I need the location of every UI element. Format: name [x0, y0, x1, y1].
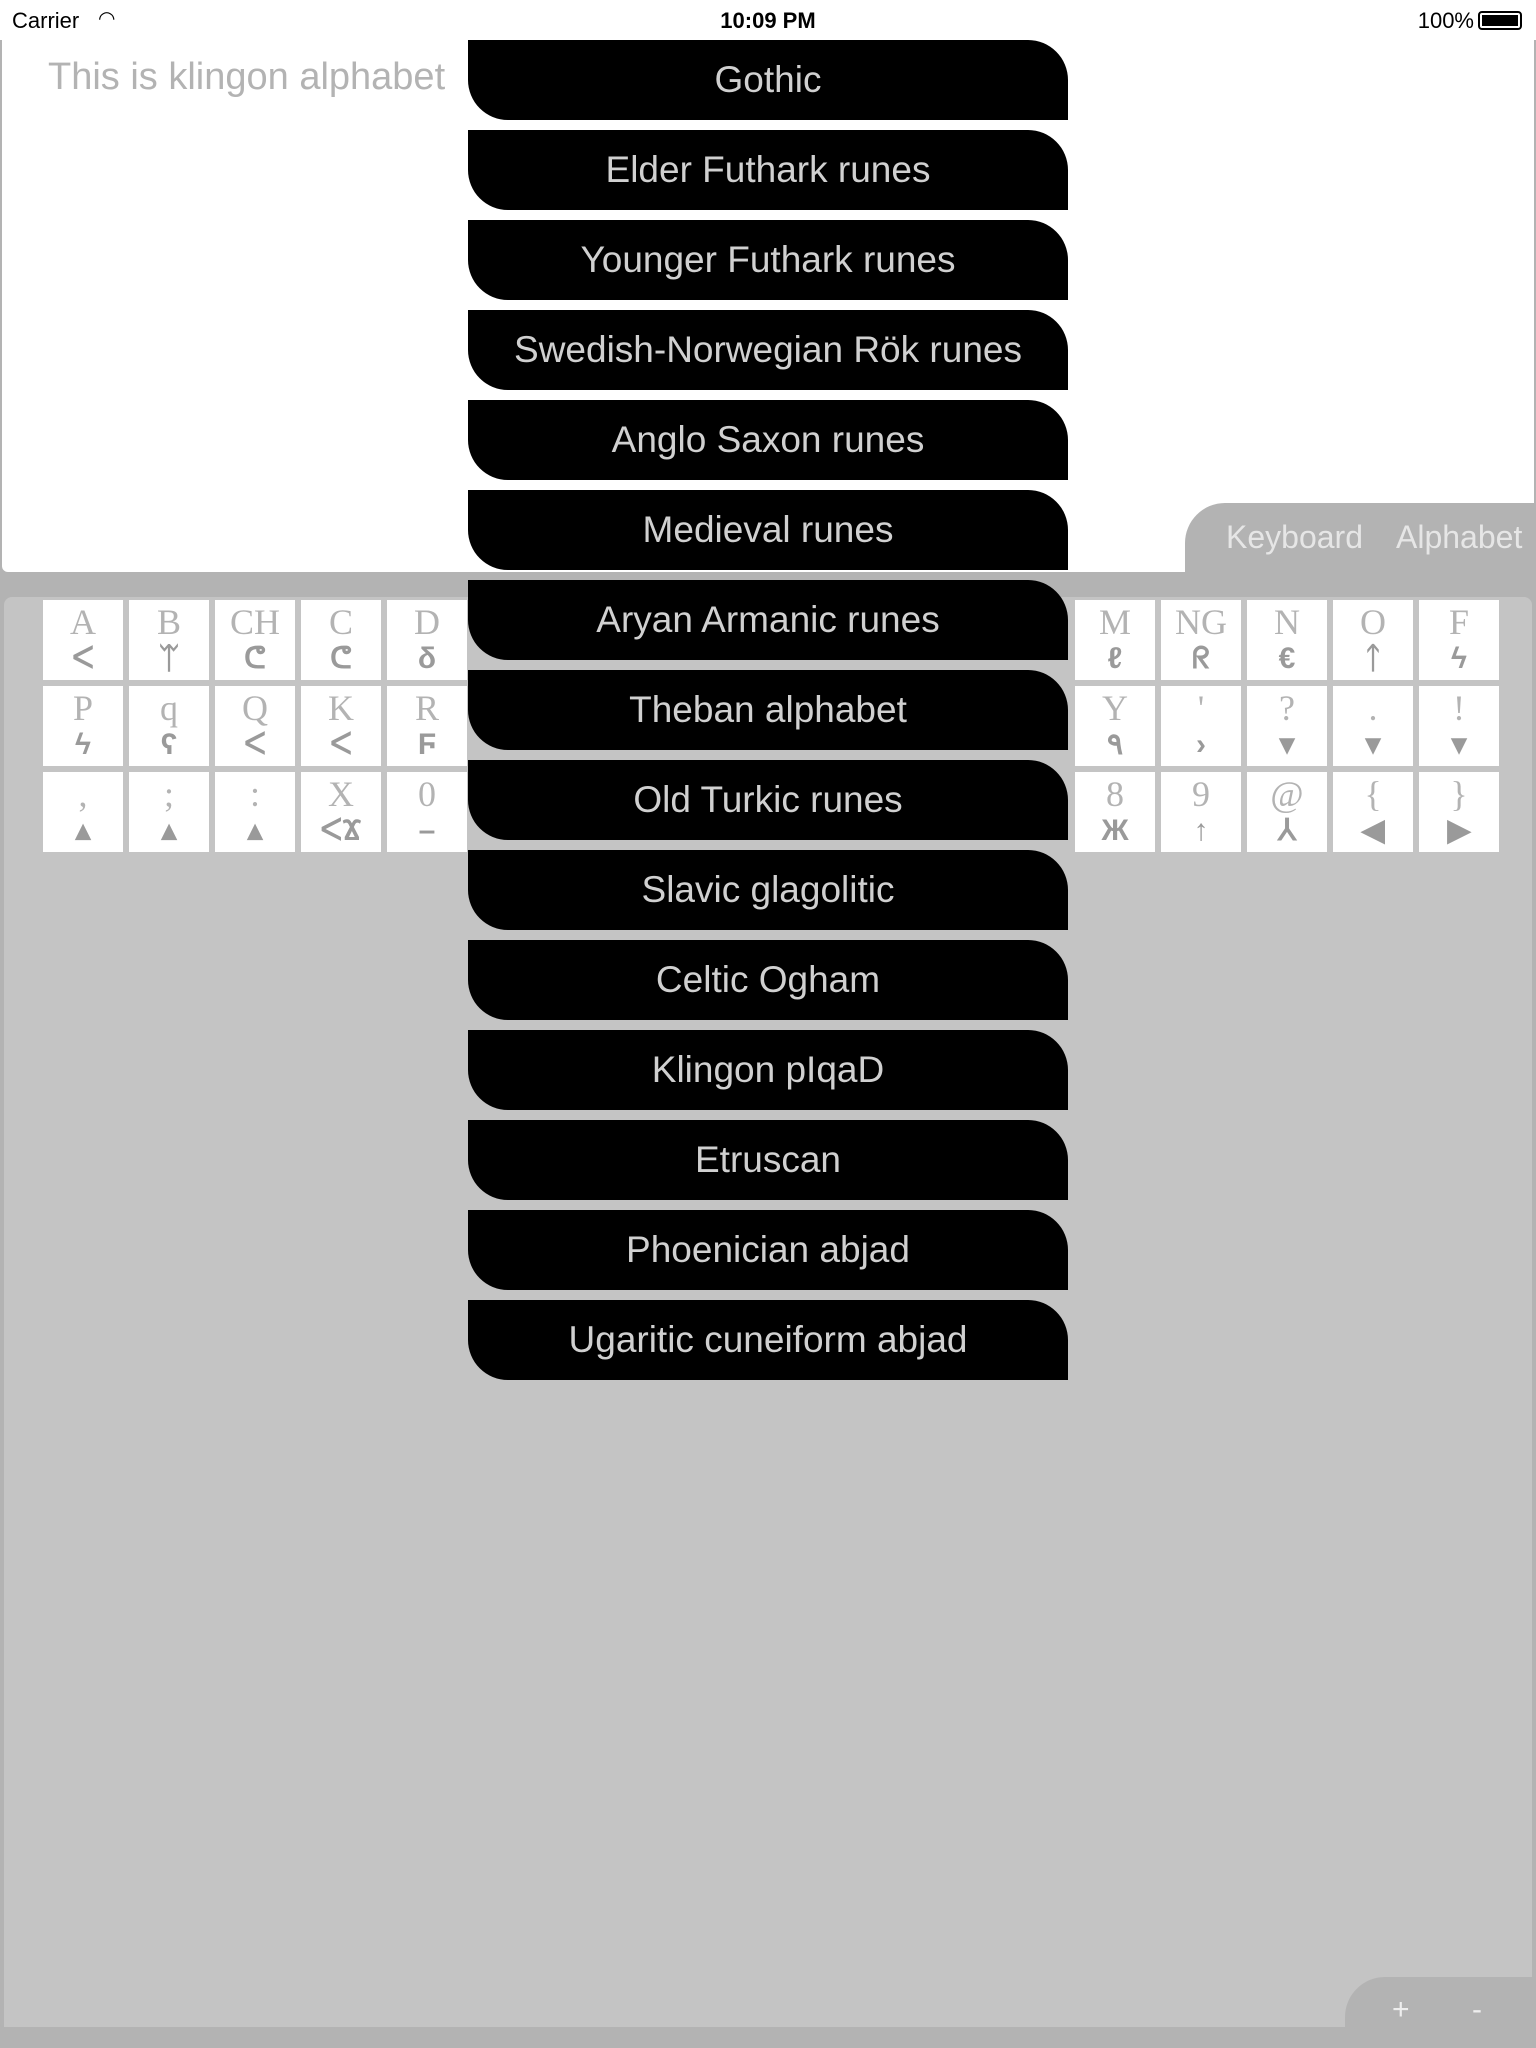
klingon-glyph-icon: Ϝ: [417, 728, 437, 761]
klingon-glyph-icon: ᕦ: [244, 642, 266, 675]
klingon-glyph-icon: ⅄: [1277, 814, 1297, 847]
key-letter: ,: [78, 774, 88, 814]
key-letter: X: [328, 774, 354, 814]
key[interactable]: [1161, 600, 1241, 680]
klingon-glyph-icon: ▴: [75, 814, 91, 847]
key[interactable]: [215, 600, 295, 680]
klingon-glyph-icon: ᕦ: [330, 642, 352, 675]
key[interactable]: [1333, 686, 1413, 766]
key-letter: P: [72, 688, 94, 728]
menu-item-alphabet[interactable]: Gothic: [468, 40, 1068, 120]
mode-tabs: [1185, 503, 1536, 573]
menu-item-alphabet[interactable]: Etruscan: [468, 1120, 1068, 1200]
menu-item-alphabet[interactable]: Elder Futhark runes: [468, 130, 1068, 210]
clock: 10:09 PM: [720, 8, 816, 33]
key[interactable]: [1161, 686, 1241, 766]
klingon-glyph-icon: ᛏ: [1364, 642, 1382, 675]
key-letter: 0: [418, 774, 436, 814]
key-letter: F: [1448, 602, 1470, 642]
key-letter: !: [1453, 688, 1465, 728]
key-letter: M: [1098, 602, 1131, 642]
key-letter: 9: [1192, 774, 1210, 814]
tab-alphabet[interactable]: Alphabet: [1396, 519, 1523, 555]
key[interactable]: [129, 772, 209, 852]
menu-item-alphabet[interactable]: Anglo Saxon runes: [468, 400, 1068, 480]
key-letter: ;: [163, 774, 174, 814]
key[interactable]: [1333, 600, 1413, 680]
key-letter: ?: [1279, 688, 1295, 728]
menu-item-alphabet[interactable]: Aryan Armanic runes: [468, 580, 1068, 660]
klingon-glyph-icon: ℓ: [1107, 642, 1123, 675]
klingon-glyph-icon: ϟ: [75, 728, 91, 761]
klingon-glyph-icon: ▾: [1365, 728, 1381, 761]
carrier-label: Carrier: [12, 8, 80, 33]
menu-item-alphabet[interactable]: Swedish-Norwegian Rök runes: [468, 310, 1068, 390]
klingon-glyph-icon: ▴: [161, 814, 177, 847]
klingon-glyph-icon: ↑: [1193, 814, 1209, 847]
key[interactable]: [1247, 600, 1327, 680]
key-letter: R: [414, 688, 439, 728]
key[interactable]: [1419, 772, 1499, 852]
key-letter: {: [1364, 774, 1382, 814]
key-letter: CH: [229, 602, 280, 642]
tab-keyboard[interactable]: Keyboard: [1226, 519, 1363, 555]
key[interactable]: [301, 772, 381, 852]
menu-item-alphabet[interactable]: Klingon pIqaD: [468, 1030, 1068, 1110]
klingon-glyph-icon: €: [1278, 642, 1296, 675]
wifi-icon: ◠: [98, 8, 116, 30]
key[interactable]: [43, 772, 123, 852]
klingon-glyph-icon: ʕ: [160, 728, 178, 761]
key[interactable]: [1247, 772, 1327, 852]
menu-item-alphabet[interactable]: Phoenician abjad: [468, 1210, 1068, 1290]
key[interactable]: [215, 772, 295, 852]
menu-item-alphabet[interactable]: Younger Futhark runes: [468, 220, 1068, 300]
key[interactable]: [387, 686, 467, 766]
key-letter: Y: [1102, 688, 1128, 728]
battery-percent: 100%: [1417, 8, 1474, 33]
klingon-glyph-icon: ›: [1196, 728, 1206, 761]
key-letter: .: [1368, 688, 1378, 728]
key[interactable]: [387, 600, 467, 680]
menu-item-alphabet[interactable]: Medieval runes: [468, 490, 1068, 570]
klingon-glyph-icon: ◀: [1361, 814, 1385, 847]
zoom-in-button[interactable]: +: [1392, 1993, 1410, 2026]
battery-icon: [1478, 11, 1522, 30]
key[interactable]: [301, 686, 381, 766]
key-letter: C: [328, 602, 353, 642]
menu-item-alphabet[interactable]: Celtic Ogham: [468, 940, 1068, 1020]
menu-item-alphabet[interactable]: Theban alphabet: [468, 670, 1068, 750]
key[interactable]: [129, 686, 209, 766]
key-letter: D: [414, 602, 440, 642]
klingon-glyph-icon: ▴: [247, 814, 263, 847]
key-letter: q: [160, 688, 178, 728]
key[interactable]: [1333, 772, 1413, 852]
key[interactable]: [43, 600, 123, 680]
key[interactable]: [1419, 600, 1499, 680]
klingon-glyph-icon: ᖇ: [1192, 642, 1210, 675]
key-letter: N: [1274, 602, 1300, 642]
key-letter: A: [70, 602, 96, 642]
key[interactable]: [1247, 686, 1327, 766]
key-letter: }: [1450, 774, 1468, 814]
key-letter: :: [249, 774, 260, 814]
key-letter: NG: [1175, 602, 1227, 642]
zoom-controls: [1345, 1977, 1536, 2048]
key[interactable]: [387, 772, 467, 852]
klingon-glyph-icon: ᐸ: [244, 728, 266, 761]
klingon-glyph-icon: ᐸ: [330, 728, 352, 761]
key-letter: B: [156, 602, 181, 642]
zoom-out-button[interactable]: -: [1472, 1993, 1482, 2026]
klingon-glyph-icon: ▾: [1279, 728, 1295, 761]
menu-item-alphabet[interactable]: Old Turkic runes: [468, 760, 1068, 840]
klingon-glyph-icon: ᐸϪ: [320, 814, 362, 847]
key[interactable]: [43, 686, 123, 766]
klingon-glyph-icon: ▾: [1451, 728, 1467, 761]
key[interactable]: [1075, 772, 1155, 852]
key-letter: ': [1197, 688, 1205, 728]
key-letter: @: [1270, 774, 1304, 814]
key-letter: O: [1360, 602, 1386, 642]
key[interactable]: [1075, 686, 1155, 766]
key[interactable]: [215, 686, 295, 766]
key[interactable]: [301, 600, 381, 680]
key[interactable]: [1075, 600, 1155, 680]
klingon-glyph-icon: ٩: [1106, 728, 1124, 761]
klingon-glyph-icon: δ: [417, 642, 437, 675]
menu-item-alphabet[interactable]: Slavic glagolitic: [468, 850, 1068, 930]
key-letter: Q: [242, 688, 268, 728]
klingon-glyph-icon: –: [418, 814, 436, 847]
key[interactable]: [1419, 686, 1499, 766]
klingon-glyph-icon: ᐸ: [72, 642, 94, 675]
text-placeholder: This is klingon alphabet: [48, 56, 446, 98]
key-letter: 8: [1106, 774, 1124, 814]
key-letter: K: [328, 688, 354, 728]
klingon-glyph-icon: ϟ: [1451, 642, 1467, 675]
key[interactable]: [1161, 772, 1241, 852]
klingon-glyph-icon: ᛠ: [160, 642, 178, 675]
key[interactable]: [129, 600, 209, 680]
menu-item-alphabet[interactable]: Ugaritic cuneiform abjad: [468, 1300, 1068, 1380]
status-bar: [0, 0, 1536, 40]
klingon-glyph-icon: ▶: [1447, 814, 1471, 847]
klingon-glyph-icon: Ж: [1101, 814, 1129, 847]
